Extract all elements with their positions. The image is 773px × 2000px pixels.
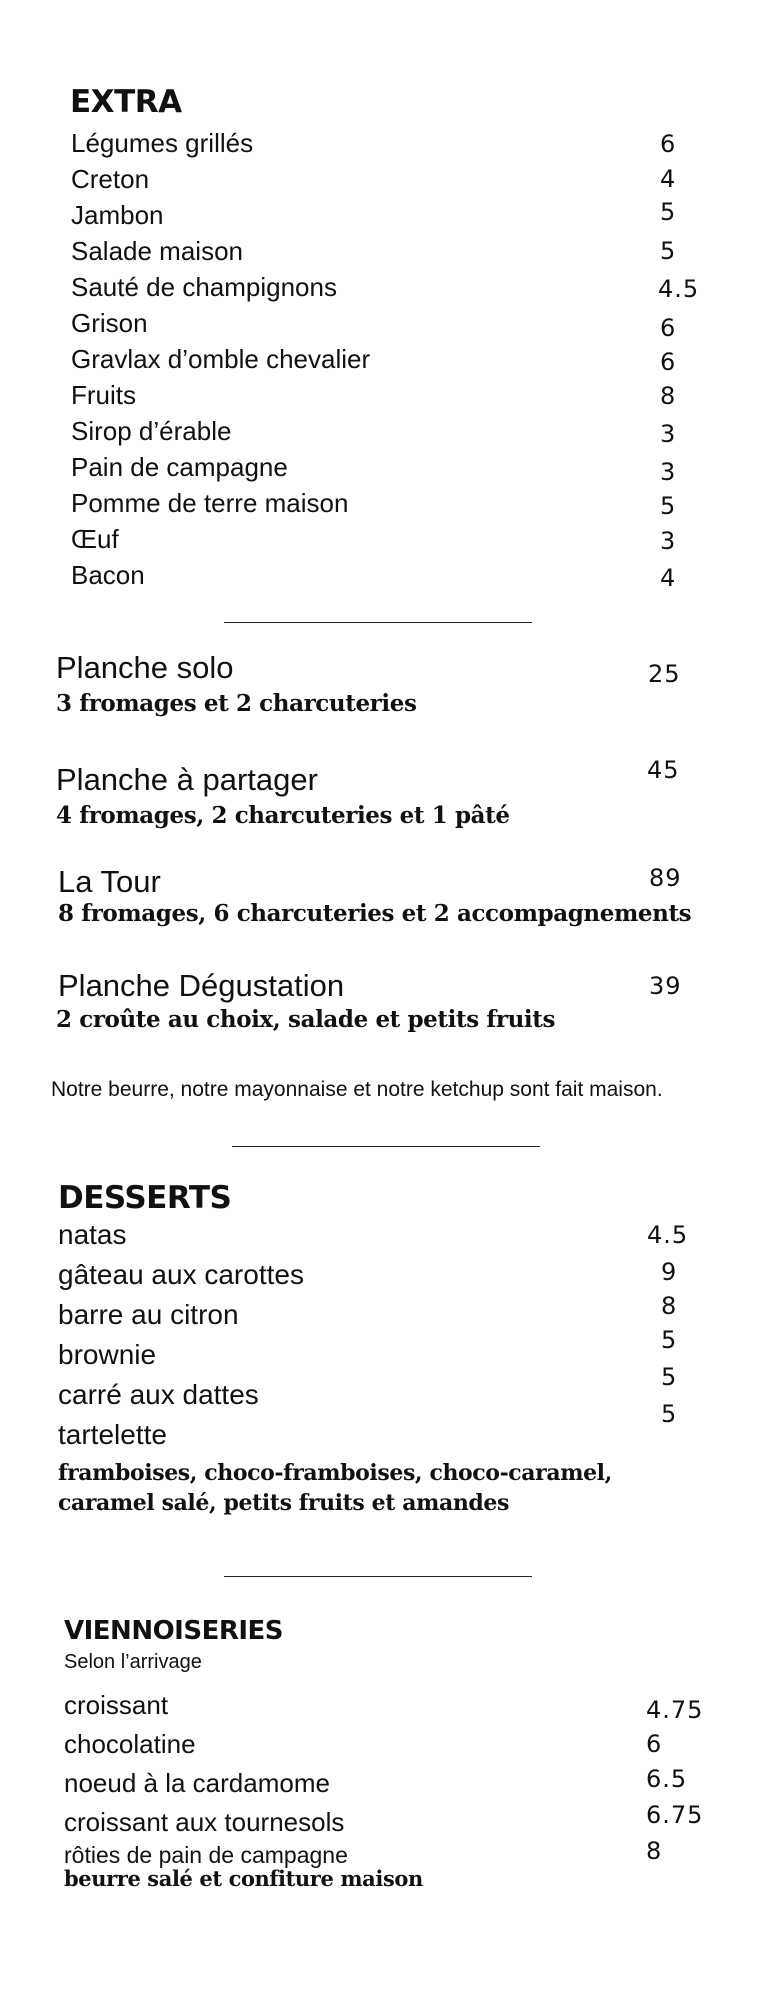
extra-item-jambon: Jambon: [71, 200, 164, 230]
extra-item-bacon: Bacon: [71, 560, 145, 590]
planche-solo-desc: 3 fromages et 2 charcuteries: [56, 690, 417, 717]
extra-item-pomme: Pomme de terre maison: [71, 488, 349, 518]
extra-price-jambon: 5: [660, 198, 677, 226]
viennoiserie-price-roties: 8: [646, 1837, 663, 1865]
planche-degustation-name: Planche Dégustation: [58, 968, 345, 1003]
extra-title: EXTRA: [70, 84, 182, 120]
extra-price-legumes: 6: [660, 130, 677, 158]
viennoiserie-item-croissant: croissant: [64, 1690, 169, 1720]
viennoiserie-item-roties: rôties de pain de campagne: [64, 1842, 348, 1868]
extra-price-fruits: 8: [660, 382, 677, 410]
extra-item-pain: Pain de campagne: [71, 452, 288, 482]
tartelette-desc-2: caramel salé, petits fruits et amandes: [58, 1490, 509, 1516]
la-tour-price: 89: [649, 864, 682, 892]
extra-item-legumes: Légumes grillés: [71, 128, 254, 158]
extra-item-grison: Grison: [71, 308, 148, 338]
extra-item-sirop: Sirop d’érable: [71, 416, 232, 446]
divider-2: [232, 1146, 540, 1147]
dessert-price-barre: 8: [661, 1292, 678, 1320]
la-tour-desc: 8 fromages, 6 charcuteries et 2 accompagnements: [58, 900, 692, 927]
viennoiserie-item-tournesols: croissant aux tournesols: [64, 1807, 345, 1837]
dessert-item-tartelette: tartelette: [58, 1419, 167, 1450]
extra-item-fruits: Fruits: [71, 380, 136, 410]
dessert-item-gateau: gâteau aux carottes: [58, 1259, 304, 1290]
dessert-price-carre: 5: [661, 1363, 678, 1391]
dessert-item-carre: carré aux dattes: [58, 1379, 259, 1410]
house-note: Notre beurre, notre mayonnaise et notre ketchup sont fait maison.: [51, 1078, 663, 1101]
planche-degustation-price: 39: [649, 972, 682, 1000]
dessert-price-brownie: 5: [661, 1326, 678, 1354]
viennoiserie-price-chocolatine: 6: [646, 1730, 663, 1758]
divider-3: [224, 1576, 532, 1577]
extra-price-creton: 4: [660, 165, 677, 193]
dessert-price-gateau: 9: [661, 1258, 678, 1286]
extra-item-saute: Sauté de champignons: [71, 272, 337, 302]
viennoiserie-item-chocolatine: chocolatine: [64, 1729, 196, 1759]
planche-partager-desc: 4 fromages, 2 charcuteries et 1 pâté: [56, 802, 510, 829]
extra-item-gravlax: Gravlax d’omble chevalier: [71, 344, 371, 374]
extra-price-bacon: 4: [660, 564, 677, 592]
planche-solo-name: Planche solo: [56, 650, 234, 685]
divider-1: [224, 622, 532, 623]
dessert-item-brownie: brownie: [58, 1339, 157, 1370]
extra-price-saute: 4.5: [658, 275, 700, 303]
dessert-price-tartelette: 5: [661, 1400, 678, 1428]
planche-degustation-desc: 2 croûte au choix, salade et petits fruits: [56, 1006, 556, 1033]
desserts-title: DESSERTS: [58, 1180, 232, 1216]
planche-partager-name: Planche à partager: [56, 762, 318, 797]
viennoiserie-price-noeud: 6.5: [646, 1765, 688, 1793]
roties-desc: beurre salé et confiture maison: [64, 1866, 423, 1891]
dessert-price-natas: 4.5: [647, 1221, 689, 1249]
viennoiserie-price-croissant: 4.75: [646, 1696, 704, 1724]
extra-item-salade: Salade maison: [71, 236, 243, 266]
extra-price-salade: 5: [660, 237, 677, 265]
dessert-item-natas: natas: [58, 1219, 127, 1250]
extra-price-pain: 3: [660, 458, 677, 486]
extra-item-oeuf: Œuf: [71, 524, 119, 554]
la-tour-name: La Tour: [58, 864, 161, 899]
planche-solo-price: 25: [648, 660, 681, 688]
dessert-item-barre: barre au citron: [58, 1299, 239, 1330]
extra-item-creton: Creton: [71, 164, 150, 194]
extra-price-oeuf: 3: [660, 527, 677, 555]
planche-partager-price: 45: [647, 756, 680, 784]
extra-price-sirop: 3: [660, 420, 677, 448]
extra-price-gravlax: 6: [660, 348, 677, 376]
viennoiserie-price-tournesols: 6.75: [646, 1801, 704, 1829]
viennoiseries-subtitle: Selon l’arrivage: [64, 1651, 202, 1673]
tartelette-desc-1: framboises, choco-framboises, choco-caramel,: [58, 1460, 612, 1486]
extra-price-grison: 6: [660, 314, 677, 342]
viennoiseries-title: VIENNOISERIES: [64, 1616, 284, 1646]
viennoiserie-item-noeud: noeud à la cardamome: [64, 1768, 330, 1798]
extra-price-pomme: 5: [660, 492, 677, 520]
